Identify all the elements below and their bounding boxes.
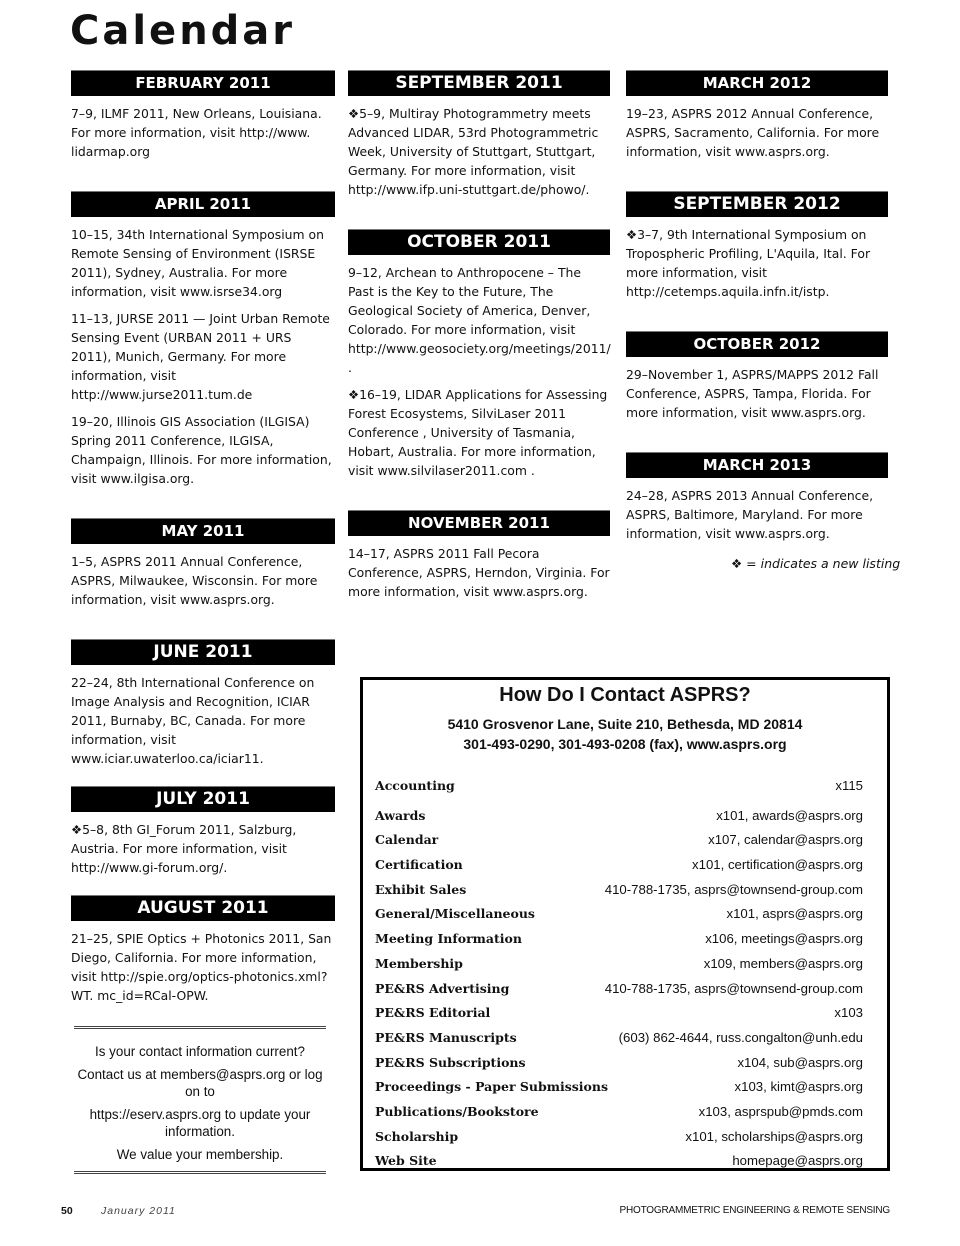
month-header: NOVEMBER 2011 — [348, 510, 610, 536]
contact-row: Proceedings - Paper Submissions x103, kimt@asprs.org — [375, 1079, 863, 1095]
month-header: JUNE 2011 — [71, 639, 335, 665]
month-header: MARCH 2013 — [626, 452, 888, 478]
calendar-column-1 — [71, 70, 335, 1005]
month-header: OCTOBER 2012 — [626, 331, 888, 357]
notice-line: https://eserv.asprs.org to update your information. — [89, 1107, 311, 1139]
contact-box — [360, 677, 890, 1171]
contact-address — [363, 714, 887, 754]
contact-row: PE&RS Advertising 410-788-1735, asprs@townsend-group.com — [375, 980, 863, 996]
contact-row: PE&RS Manuscripts (603) 862-4644, russ.congalton@unh.edu — [375, 1029, 863, 1045]
contact-row: Meeting Information x106, meetings@asprs.org — [375, 931, 863, 947]
month-header: APRIL 2011 — [71, 191, 335, 217]
contact-row: Certification x101, certification@asprs.org — [375, 857, 863, 873]
address-line: 5410 Grosvenor Lane, Suite 210, Bethesda, MD 20814 — [447, 716, 803, 732]
month-header: FEBRUARY 2011 — [71, 70, 335, 96]
month-header: MAY 2011 — [71, 518, 335, 544]
event-item: 22–24, 8th International Conference on Image Analysis and Recognition, ICIAR 2011, Burnaby, BC, Canada. For more information, visit www.iciar.uwaterloo.ca/iciar11. — [71, 675, 315, 766]
contact-list — [375, 774, 863, 1174]
event-item: 10–15, 34th International Symposium on Remote Sensing of Environment (ISRSE 2011), Sydney, Australia. For more information, visit www.isrse34.org — [71, 227, 324, 299]
contact-row: Scholarship x101, scholarships@asprs.org — [375, 1128, 863, 1144]
contact-row: Accounting x115 — [375, 778, 863, 793]
event-item: 19–20, Illinois GIS Association (ILGISA) Spring 2011 Conference, ILGISA, Champaign, Illinois. For more information, visit www.ilgisa.org. — [71, 414, 332, 486]
event-item: 11–13, JURSE 2011 — Joint Urban Remote Sensing Event (URBAN 2011 + URS 2011), Munich, Germany. For more information, visit http://www.jurse2011.tum.de — [71, 311, 330, 402]
contact-row: Awards x101, awards@asprs.org — [375, 807, 863, 823]
event-item: 29–November 1, ASPRS/MAPPS 2012 Fall Conference, ASPRS, Tampa, Florida. For more information, visit www.asprs.org. — [626, 367, 879, 420]
contact-row: General/Miscellaneous x101, asprs@asprs.org — [375, 906, 863, 922]
contact-row: Membership x109, members@asprs.org — [375, 955, 863, 971]
contact-title: How Do I Contact ASPRS? — [499, 684, 751, 706]
event-item: 19–23, ASPRS 2012 Annual Conference, ASPRS, Sacramento, California. For more information, visit www.asprs.org. — [626, 106, 880, 159]
event-item: 7–9, ILMF 2011, New Orleans, Louisiana. For more information, visit http://www. lidarmap.org — [71, 106, 322, 159]
event-item: ❖5–9, Multiray Photogrammetry meets Advanced LIDAR, 53rd Photogrammetric Week, University of Stuttgart, Stuttgart, Germany. For more information, visit http://www.ifp.uni-stuttgart.de/phowo/. — [348, 106, 599, 197]
event-item: ❖3–7, 9th International Symposium on Tropospheric Profiling, L'Aquila, Ital. For more information, visit http://cetemps.aquila.infn.it/istp. — [626, 227, 871, 299]
page-title: Calendar — [70, 8, 296, 54]
month-header: SEPTEMBER 2012 — [626, 191, 888, 217]
notice-line: Contact us at members@asprs.org or log on to — [77, 1067, 323, 1099]
month-header: JULY 2011 — [71, 786, 335, 812]
month-header: MARCH 2012 — [626, 70, 888, 96]
event-item: 21–25, SPIE Optics + Photonics 2011, San Diego, California. For more information, visit http://spie.org/optics-photonics.xml?WT. mc_id=RCal-OPW. — [71, 931, 332, 1003]
calendar-column-3 — [626, 70, 888, 543]
event-item: 14–17, ASPRS 2011 Fall Pecora Conference, ASPRS, Herndon, Virginia. For more information, visit www.asprs.org. — [348, 546, 610, 599]
contact-row: PE&RS Editorial x103 — [375, 1005, 863, 1021]
contact-row: Calendar x107, calendar@asprs.org — [375, 832, 863, 848]
magazine-name: PHOTOGRAMMETRIC ENGINEERING & REMOTE SENSING — [619, 1205, 890, 1216]
calendar-column-2 — [348, 70, 610, 601]
membership-notice — [74, 1026, 326, 1174]
contact-row: PE&RS Subscriptions x104, sub@asprs.org — [375, 1054, 863, 1070]
contact-row: Exhibit Sales 410-788-1735, asprs@townsend-group.com — [375, 881, 863, 897]
page-number: 50 — [61, 1205, 73, 1217]
contact-row: Web Site homepage@asprs.org — [375, 1153, 863, 1169]
month-header: AUGUST 2011 — [71, 895, 335, 921]
event-item: 1–5, ASPRS 2011 Annual Conference, ASPRS, Milwaukee, Wisconsin. For more information, visit www.asprs.org. — [71, 554, 318, 607]
month-header: OCTOBER 2011 — [348, 229, 610, 255]
month-header: SEPTEMBER 2011 — [348, 70, 610, 96]
new-listing-legend: ❖ = indicates a new listing — [731, 556, 901, 571]
event-item: ❖5–8, 8th GI_Forum 2011, Salzburg, Austria. For more information, visit http://www.gi-forum.org/. — [71, 822, 297, 875]
event-item: 24–28, ASPRS 2013 Annual Conference, ASPRS, Baltimore, Maryland. For more information, visit www.asprs.org. — [626, 488, 874, 541]
contact-row: Publications/Bookstore x103, asprspub@pmds.com — [375, 1103, 863, 1119]
phone-line: 301-493-0290, 301-493-0208 (fax), www.asprs.org — [463, 736, 787, 752]
event-item: 9–12, Archean to Anthropocene – The Past is the Key to the Future, The Geological Society of America, Denver, Colorado. For more information, visit http://www.geosociety.org/meetings/2011/ . — [348, 265, 611, 375]
notice-line: We value your membership. — [116, 1147, 284, 1162]
issue-date: January 2011 — [101, 1205, 176, 1217]
event-item: ❖16–19, LIDAR Applications for Assessing Forest Ecosystems, SilviLaser 2011 Conference , University of Tasmania, Hobart, Australia. For more information, visit www.silvilaser2011.com . — [348, 387, 608, 478]
notice-line: Is your contact information current? — [95, 1044, 305, 1059]
